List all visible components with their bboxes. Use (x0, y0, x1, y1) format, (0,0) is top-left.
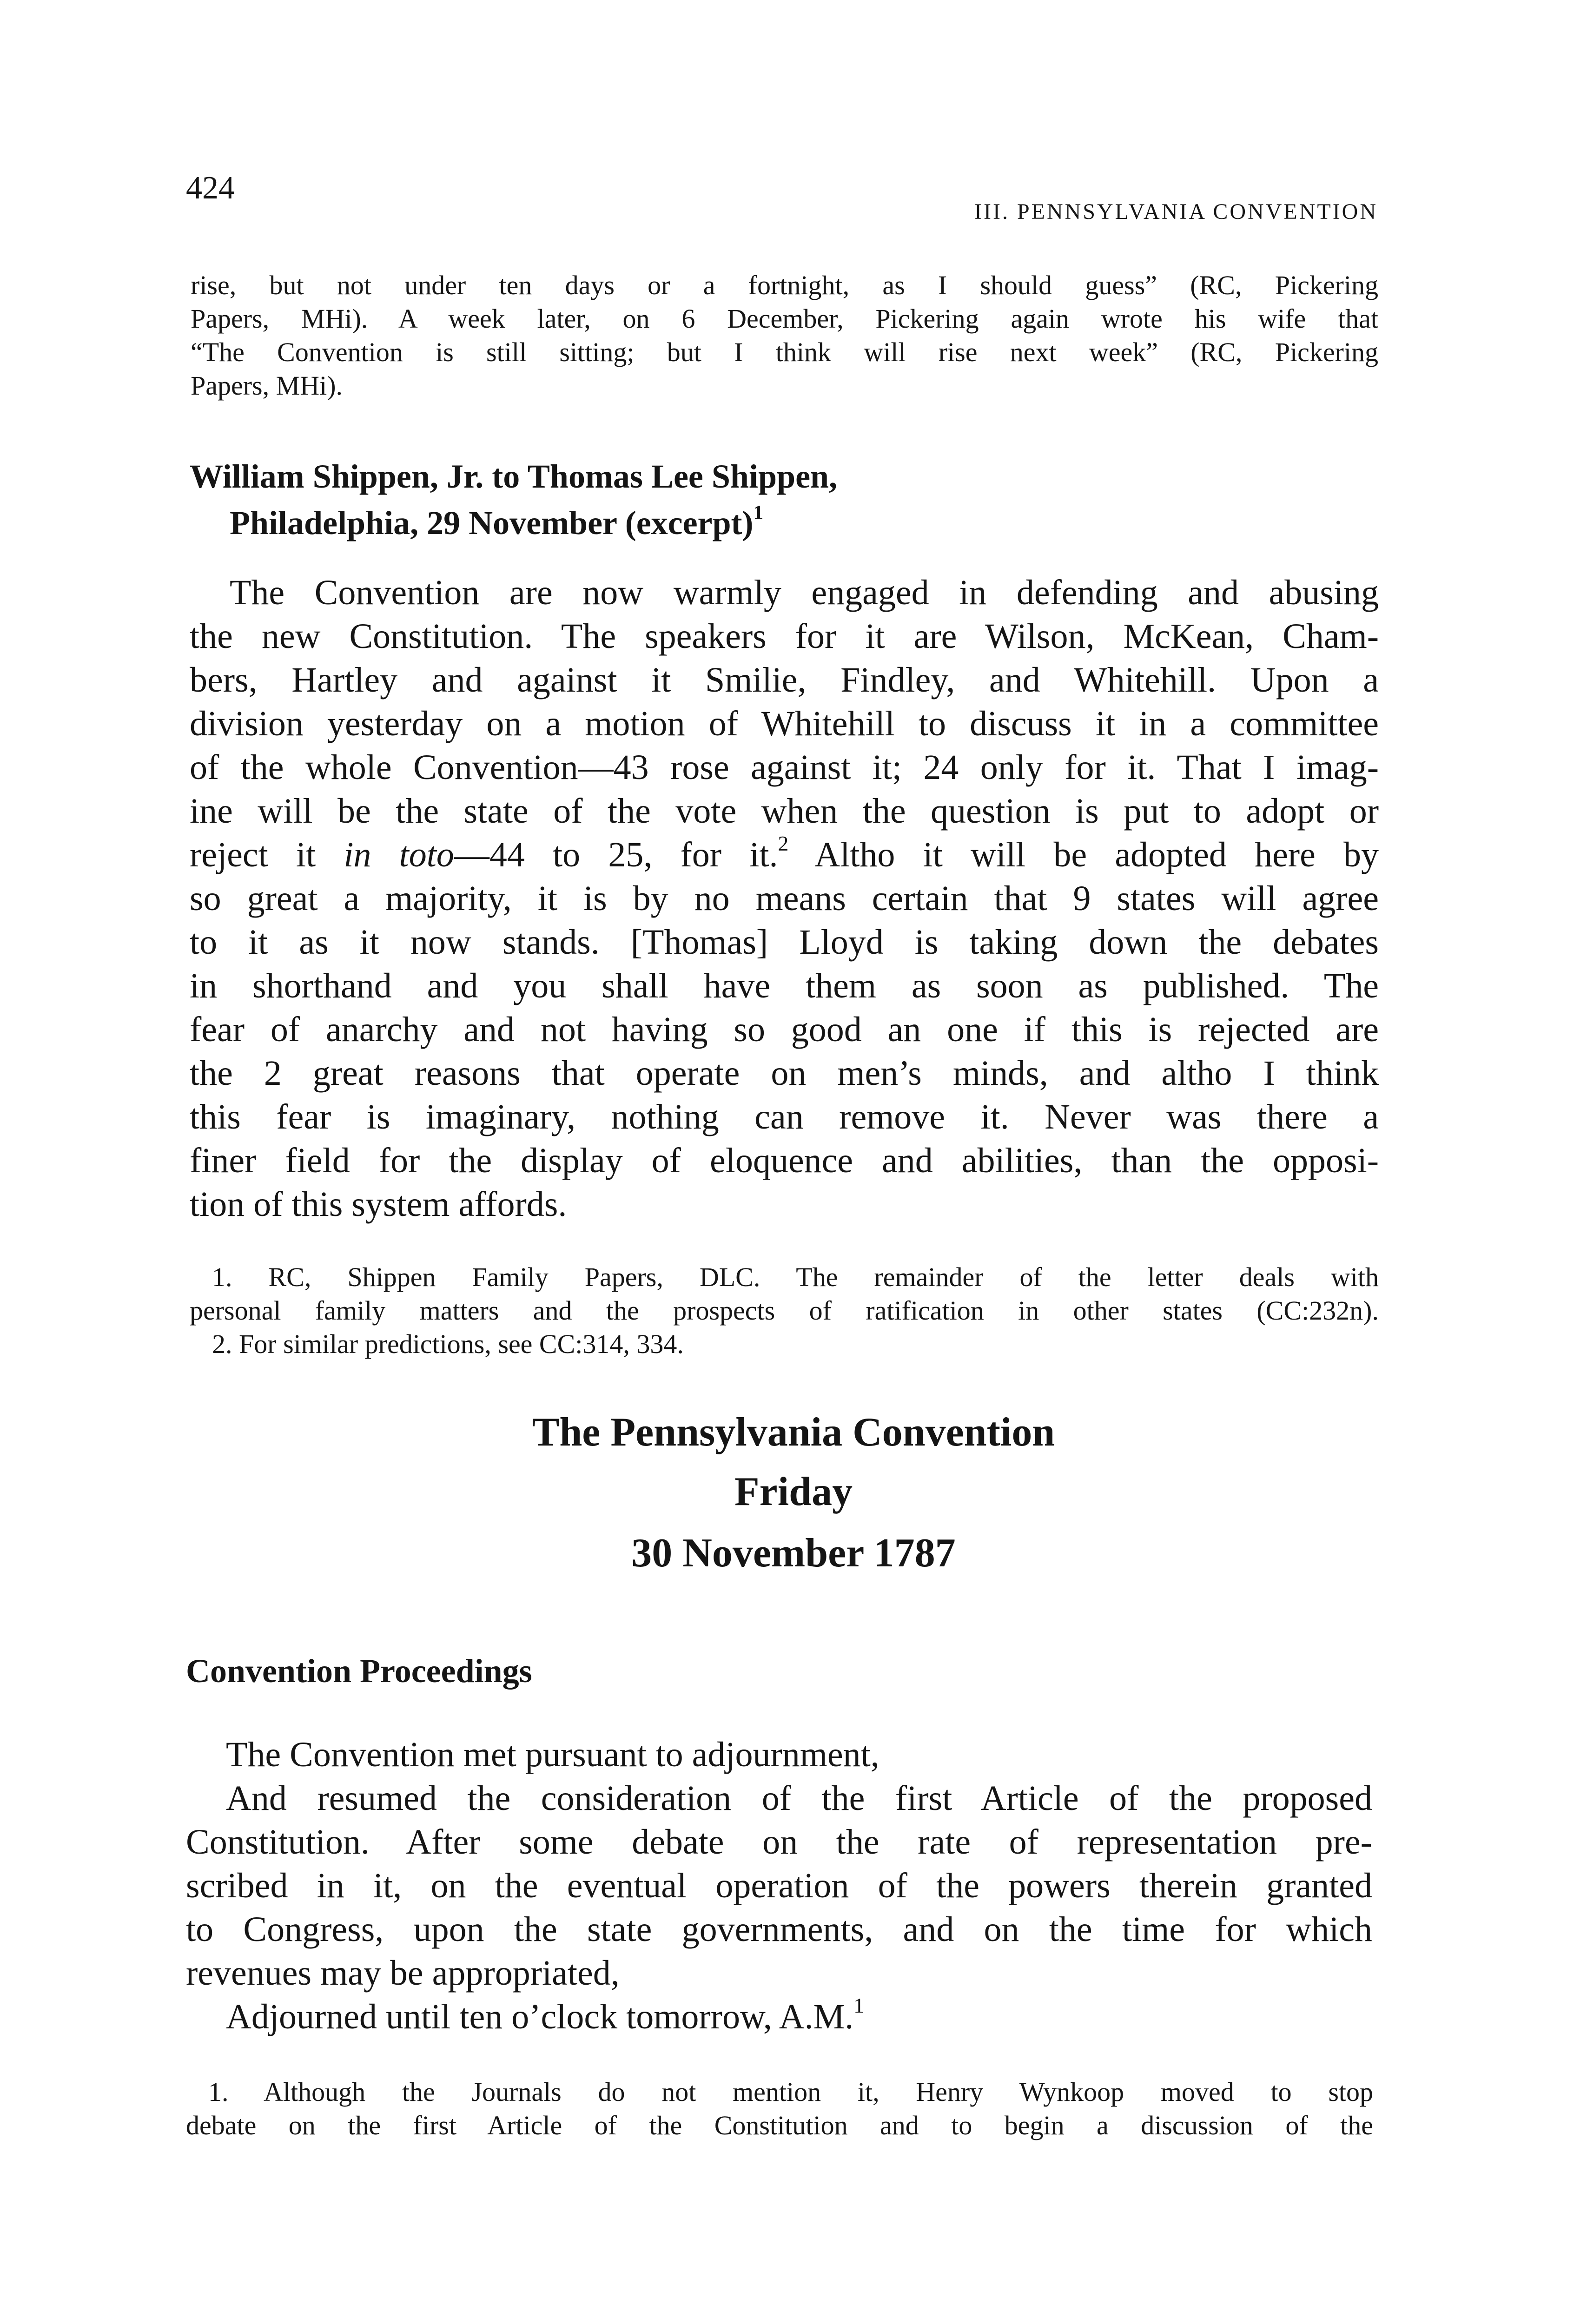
text-line: And resumed the consideration of the first Article of the proposed (226, 1779, 1372, 1818)
text-line: fear of anarchy and not having so good an one if this is rejected are (190, 1010, 1379, 1049)
text-line: to Congress, upon the state governments, and on the time for which (186, 1910, 1372, 1949)
text-line: The Convention are now warmly engaged in defending and abusing (230, 573, 1379, 612)
footnote-line: 2. For similar predictions, see CC:314, 334. (212, 1329, 684, 1359)
text-line: of the whole Convention—43 rose against it; 24 only for it. That I imag- (190, 748, 1379, 787)
text-line (190, 833, 1379, 877)
text-line: revenues may be appropriated, (186, 1954, 620, 1993)
text-line: tion of this system affords. (190, 1185, 567, 1224)
section-day: Friday (734, 1469, 853, 1514)
letter-heading (190, 453, 837, 546)
proceedings-text (186, 1733, 1372, 2039)
letter-heading-line: William Shippen, Jr. to Thomas Lee Shippen, (190, 458, 838, 495)
footnote-line: 1. RC, Shippen Family Papers, DLC. The remainder of the letter deals with (212, 1262, 1379, 1292)
footnote-line: rise, but not under ten days or a fortnight, as I should guess” (RC, Pickering (191, 270, 1378, 300)
footnote-line: 1. Although the Journals do not mention it, Henry Wynkoop moved to stop (208, 2077, 1373, 2107)
letter-heading-line (190, 500, 837, 546)
text-segment: reject it (190, 835, 344, 874)
italic-phrase: in toto (344, 835, 454, 874)
footnote-line: personal family matters and the prospects of ratification in other states (CC:232n). (190, 1295, 1379, 1326)
text-line: so great a majority, it is by no means certain that 9 states will agree (190, 879, 1379, 918)
continued-footnote (191, 269, 1378, 403)
proceedings-heading: Convention Proceedings (186, 1652, 532, 1690)
footnote-reference: 1 (753, 502, 764, 524)
text-line: the new Constitution. The speakers for it are Wilson, McKean, Cham- (190, 617, 1379, 656)
letter-excerpt (190, 571, 1379, 1226)
text-line (186, 1995, 1372, 2039)
text-line: in shorthand and you shall have them as soon as published. The (190, 966, 1379, 1005)
text-line: finer field for the display of eloquence and abilities, than the opposi- (190, 1141, 1379, 1180)
text-line: to it as it now stands. [Thomas] Lloyd is taking down the debates (190, 923, 1379, 962)
footnote-line: debate on the first Article of the Constitution and to begin a discussion of the (186, 2110, 1373, 2140)
footnote-reference: 2 (778, 831, 789, 855)
text-segment: Adjourned until ten o’clock tomorrow, A.M. (226, 1997, 854, 2036)
letter-footnotes (190, 1261, 1379, 1361)
footnote-line: Papers, MHi). (191, 370, 343, 401)
text-line: scribed in it, on the eventual operation of the powers therein granted (186, 1866, 1372, 1905)
proceedings-footnote (186, 2075, 1373, 2142)
footnote-reference: 1 (853, 1993, 864, 2017)
text-line: The Convention met pursuant to adjournment, (226, 1735, 879, 1774)
running-head: III. PENNSYLVANIA CONVENTION (974, 199, 1378, 224)
section-title: The Pennsylvania Convention (532, 1410, 1055, 1455)
footnote-line: “The Convention is still sitting; but I think will rise next week” (RC, Pickering (191, 337, 1378, 367)
section-date: 30 November 1787 (631, 1531, 956, 1576)
footnote-line: Papers, MHi). A week later, on 6 December, Pickering again wrote his wife that (191, 304, 1378, 334)
text-segment: Altho it will be adopted here by (788, 835, 1379, 874)
letter-heading-text: Philadelphia, 29 November (excerpt) (230, 504, 754, 541)
text-line: Constitution. After some debate on the rate of representation pre- (186, 1822, 1372, 1862)
page-number: 424 (186, 170, 235, 206)
text-line: this fear is imaginary, nothing can remove it. Never was there a (190, 1097, 1379, 1136)
text-line: division yesterday on a motion of Whitehill to discuss it in a committee (190, 704, 1379, 743)
text-line: bers, Hartley and against it Smilie, Findley, and Whitehill. Upon a (190, 660, 1379, 700)
text-line: ine will be the state of the vote when the question is put to adopt or (190, 792, 1379, 831)
text-segment: —44 to 25, for it. (454, 835, 778, 874)
text-line: the 2 great reasons that operate on men’s minds, and altho I think (190, 1054, 1379, 1093)
